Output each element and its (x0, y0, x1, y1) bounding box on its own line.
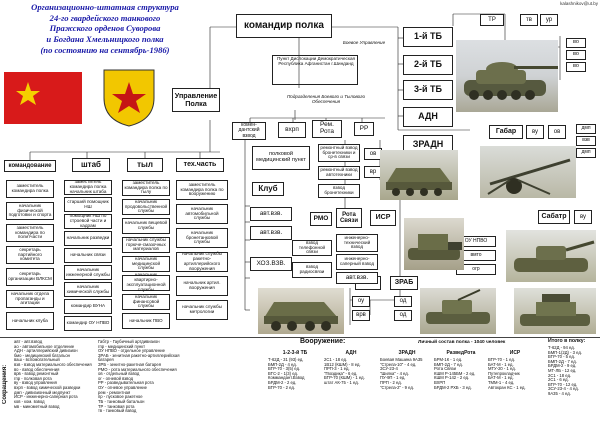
remvzv-box-3: взвод бронетехники (318, 184, 360, 198)
vo-box-3: во (566, 62, 586, 72)
armament-entry: Автокран КС - 1 ед. (488, 384, 526, 390)
armament-entry: Рота Связи (434, 366, 456, 372)
rem-rota-box: Рем. Рота (312, 120, 342, 138)
legend-entry: гпр - полковая рота (14, 375, 52, 381)
armament-entry: Боевая Машина 9А35 (380, 357, 423, 362)
legend-entry: ов - отдельный взвод (98, 371, 140, 377)
dmp-box-2: дмп (576, 148, 596, 158)
hoz-vzv-box: ХОЗ.ВЗВ. (250, 257, 292, 271)
legend-entry: РР - разведывательная рота (98, 380, 154, 386)
watermark: kalashnikov@ut.by (560, 1, 598, 6)
sam-vehicle-photo (514, 288, 596, 334)
od-box-1: од (394, 296, 412, 307)
ing-tech-box: инженерно-технический взвод (336, 234, 378, 252)
armament-entry: КШМ Р-145БМ - 2 ед. (434, 370, 476, 376)
zradn-box: ЗРАДН (403, 135, 453, 155)
col-tech-item: начальник бронетанковой службы (176, 228, 228, 248)
armament-entry: ПУ-9П - 1 ед. (380, 375, 406, 381)
armament-entry: ЗСУ-23-4 (380, 366, 398, 372)
remvzv-box-2: ремонтный взвод автотехники (318, 166, 360, 180)
avt-vzv-box-2: авт.взв. (250, 226, 292, 240)
legend-entry: пр - пусковое ракетное (98, 394, 143, 400)
shtab-header: штаб (72, 158, 110, 172)
col-command-item: начальник клуба (6, 312, 54, 330)
col-command-item: секретарь организации ВЛКСМ (6, 268, 54, 286)
vo-box-1: во (566, 38, 586, 48)
legend-entry: БТР-70 - 12 ед. (548, 381, 578, 387)
col-rear-item: начальник финансовой службы (122, 294, 170, 310)
sabtr-vu-box: ву (574, 210, 592, 224)
vzv-box-dmp: взв (576, 136, 596, 146)
aa-vehicle-photo (420, 288, 496, 334)
armament-entry: "Стрела-10" - 4 ед. (380, 361, 417, 367)
komandovanie-header: командование (4, 160, 56, 172)
ou-hpvo-box: ОУ НПВО (456, 236, 496, 247)
armament-entry: БРДМ-2 РХБ - 3 ед. (434, 384, 472, 390)
armament-entry: "Стрела-2" - 9 ед. (380, 384, 414, 390)
col-staff-item: заместитель командира полка начальник штаба (64, 180, 112, 195)
title-line-4: и Богдана Хмельницкого полка (46, 34, 164, 45)
combat-support-label: Боевое Управление (342, 40, 386, 45)
vrv-box-1: врв (352, 310, 370, 321)
col-command-item: начальник физической подготовки и спорта (6, 202, 54, 220)
legend-entry: МТ-ЛБ - 12 ед. (548, 368, 577, 374)
col-staff-item: начальник разведки (64, 231, 112, 246)
col-rear-item: начальник вещевой службы (122, 218, 170, 234)
legend-entry: 2С1 - 6 ед. (548, 377, 569, 383)
legend-entry: ЗРАБ - зенитная ракетно-артиллерийская батарея (98, 352, 180, 363)
ov-box-mid: ов (364, 148, 382, 160)
location-box (272, 55, 358, 85)
armament-entry: БТР-70 (КШМ) - 1 ед. (324, 375, 365, 381)
tv-box: тв (520, 14, 538, 26)
vmto-box: вмто (456, 250, 496, 261)
totals-title: Итого в полку: (548, 338, 586, 344)
legend-entry: 9А35 - 4 ед. (548, 391, 571, 397)
col-staff-item: командир ВУНА (64, 299, 112, 314)
legend-entry: тв - танковый взвод (98, 408, 137, 414)
armament-header: ИСР (509, 350, 521, 356)
engineer-vehicle-photo (404, 218, 464, 270)
page-title (10, 2, 200, 56)
armament-entry: БТР-70 - 1 ед. (488, 357, 516, 362)
tech-header: тех.часть (176, 158, 224, 172)
tb2-box: 2-й ТБ (403, 55, 453, 75)
management-box: Управление Полка (172, 88, 220, 112)
col-rear-item: начальник продовольственной службы (122, 199, 170, 215)
isr-box: ИСР (370, 210, 396, 226)
rota-svyazi-box: Рота Связи (336, 208, 362, 228)
armament-column (488, 358, 542, 422)
title-line-1: Организационно-штатная структура (31, 2, 179, 12)
tank-photo (456, 40, 558, 112)
location-label: Пункт Дислокации Демократическая Республика Афганистан г.Шинданд (276, 56, 355, 67)
title-line-3: Пражского орденов Суворова (49, 23, 161, 34)
avt-vzv-box-1: авт.взв. (250, 207, 292, 221)
legend-entry: мв - минометный взвод (14, 403, 60, 409)
legend-entry: Т-62Д - 94 ед. (548, 345, 575, 350)
legend-entry: во - взвод обеспечения (14, 366, 60, 372)
armament-entry: 1В12 (КШМ) - 8 ед. (324, 361, 361, 367)
sp-gun-photo (506, 230, 596, 282)
dmp-box: дмп (576, 124, 596, 134)
armament-entry: Т-62Д - 31 (93) ед. (268, 357, 304, 362)
legend-entry: БРДМ-2 - 9 ед. (548, 363, 577, 369)
star-icon (4, 72, 82, 124)
armament-column (380, 358, 434, 422)
legend-entry: БМП-2Д - 7 ед. (548, 358, 577, 364)
col-tech-item: начальник службы метрологии (176, 300, 228, 320)
legend-entry: БМП-1(2Д) - 3 ед. (548, 349, 582, 355)
armament-header: 1-2-3-й ТБ (282, 350, 308, 356)
legend-entry: вхрп - взвод химической разведки (14, 385, 81, 391)
armored-car-photo (258, 288, 344, 334)
col-command-item: секретарь партийного комитета (6, 246, 54, 264)
vr-box-mid: вр (364, 166, 382, 178)
col-command-item: заместитель командира полка (6, 180, 54, 198)
armament-entry: 2С1 - 18 ед. (324, 357, 348, 362)
ing-sap-box: инженерно-саперный взвод (336, 254, 378, 270)
armament-entry: КШМ Р-142 - 2 ед. (434, 375, 470, 381)
commander-box: командир полка (236, 14, 332, 38)
avt-vzv-box-3: авт.взв. (336, 272, 378, 284)
armament-column (434, 358, 488, 422)
armament-entry: Путепрокладчик (488, 370, 520, 376)
col-staff-item: начальник связи (64, 248, 112, 263)
legend-entry: ТБ - танковый батальон (98, 398, 145, 404)
armament-entry: БАТ-М - 1 ед. (488, 375, 514, 381)
pmp-box: полковой медицинский пункт (252, 146, 310, 170)
soviet-flag-image (4, 72, 82, 124)
col-tech-item: начальник артил. вооружения (176, 276, 228, 296)
legend-entry: ОУ НПВО - отдельное управление (98, 348, 165, 354)
col-tech-item: начальник автомобильной службы (176, 204, 228, 224)
tb1-box: 1-й ТБ (403, 27, 453, 47)
armament-entry: БТР-70 - 3(5) ед. (268, 366, 301, 372)
armament-header: РазведРота (446, 350, 476, 356)
zrab-box: ЗРАБ (390, 276, 418, 290)
legend-entry: ву - взвод управления (14, 380, 57, 386)
vzvod-tel-box: взвод телефонной связи (292, 240, 332, 256)
legend-entry: ваш - вспомогательный (14, 357, 60, 363)
col-staff-item: командир ОУ НПВО (64, 316, 112, 331)
gabar-box: Габар (489, 125, 523, 139)
armament-column (268, 358, 322, 422)
armament-entry: БРДМ-2 - 2 ед. (268, 380, 297, 386)
armament-header: АДН (345, 350, 357, 356)
tyl-header: тыл (127, 158, 163, 172)
staff-note: Личный состав полка - 1040 человек (418, 340, 506, 345)
armament-entry: БАТ-М - 1 ед. (488, 361, 514, 367)
legend-entry: гпр - медицинский пункт (98, 343, 146, 349)
legend-entry: РМО - рота материального обеспечения (98, 366, 177, 372)
sabtr-box: Сабатр (538, 210, 570, 224)
armament-entry: "Шилка" - 4 ед. (380, 370, 409, 376)
vo-box-2: во (566, 50, 586, 60)
col-rear-item: начальник квартирно-эксплуатационной службы (122, 275, 170, 291)
legend-entry: дмп - дивизионный медпункт (14, 389, 71, 395)
guards-emblem-image (96, 68, 162, 128)
legend-entry: ков - ком. взвод (14, 398, 45, 404)
remvzv-box-1: ремонтный взвод бронетехники и ср-в связи (318, 144, 360, 162)
armament-entry: БТР-70 - 2 ед. (268, 384, 296, 390)
col-tech-item: начальник службы ракетно-артиллерийского вооружения (176, 252, 228, 272)
legend-entry: взв - взвод материального обеспечения (14, 362, 92, 368)
legend-entry: Габтр - Гаубичный артдивизион (98, 339, 160, 344)
title-line-5: (по состоянию на сентябрь-1986) (40, 44, 170, 55)
ou-box-1: оу (352, 296, 370, 307)
armament-entry: ПРП - 2 ед. (380, 380, 402, 386)
armament-entry: БТС-2 - 1(3) ед. (268, 370, 299, 376)
col-command-item: начальник отдела пропаганды и агитации (6, 290, 54, 308)
armament-header: ЗРАДН (398, 350, 416, 356)
legend-entry: ИСР - инженерно-саперная рота (14, 394, 78, 400)
adn-box: АДН (403, 107, 453, 127)
ur-box: ур (540, 14, 558, 26)
rmo-box: РМО (310, 212, 332, 226)
vzvod-rad-box: взвод радиосвязи (292, 262, 332, 278)
vhrp-box: вхрп (278, 122, 306, 138)
col-staff-item: старший помощник НШ (64, 197, 112, 212)
armament-entry: БРМ-1К - 1 ед. (434, 357, 463, 362)
subordinate-label: Подразделения Боевого и Тылового Обеспечения (286, 94, 366, 105)
armament-entry: БМП-2Д - 7 ед. (434, 361, 463, 367)
legend-entry: ТР - танковая рота (98, 403, 135, 409)
col-rear-item: начальник медицинской службы (122, 256, 170, 272)
armament-entry: ВХРП (434, 380, 446, 386)
col-staff-item: начальник химической службы (64, 282, 112, 297)
legend-column-1 (14, 340, 98, 422)
col-staff-item: начальник инженерной службы (64, 265, 112, 280)
ogr-box: огр (456, 264, 496, 275)
legend-column-2 (98, 340, 194, 422)
armament-title: Вооружение: (300, 338, 346, 345)
legend-entry: ог - огневой взвод (98, 375, 134, 381)
tb3-box: 3-й ТБ (403, 80, 453, 100)
armament-entry: МТУ-20 - 1 ед. (488, 366, 516, 372)
col-command-item: заместитель командира по политчасти (6, 224, 54, 242)
armament-entry: ТММ-1 - 4 ед. (488, 380, 515, 386)
armament-entry: Коммандант.Взвод (268, 375, 305, 381)
legend-entry: авт - авт.взвод (14, 339, 43, 344)
klub-box: Клуб (252, 182, 284, 196)
armament-entry: ПРП-3 - 1 ед. (324, 366, 350, 372)
legend-entry: рем - ремонтная (98, 389, 131, 395)
gabar-vu-box: ву (526, 125, 544, 139)
legend-entry: ОУ - огневое управление (98, 385, 147, 391)
od-box-2: од (394, 310, 412, 321)
col-tech-item: заместитель командира полка по вооружению (176, 180, 228, 200)
armament-entry: БМП-2Д - 4 ед. (268, 361, 297, 367)
gabar-ov-box: ов (548, 125, 566, 139)
apc-photo (380, 150, 458, 200)
armament-column (324, 358, 378, 422)
col-staff-item: помощник НШ по строевой части и кадрам (64, 214, 112, 229)
howitzer-photo (480, 146, 576, 198)
col-rear-item: начальник службы горюче-смазочных материалов (122, 237, 170, 253)
legend-entry: ао - автомобильное отделение (14, 343, 75, 349)
legend-entry: БТР-70 - 5 ед. (548, 354, 576, 360)
totals-list (548, 346, 600, 424)
col-rear-item: заместитель командира полка по тылу (122, 180, 170, 196)
rr-box: РР (354, 122, 374, 136)
title-line-2: 24-го гвардейского танкового (49, 12, 161, 23)
tr-box: ТР (480, 14, 504, 26)
armament-entry: штат АК-75 - 1 ед. (324, 380, 359, 386)
komendant-vzvod-box: комен-дантский взвод (232, 122, 266, 140)
legend-title: Сокращения: (2, 364, 8, 404)
armament-entry: "Гвоздика" - 6 ед. (324, 370, 358, 376)
col-rear-item: начальник ПВО (122, 313, 170, 329)
legend-entry: ЗСУ-23-4 - 4 ед. (548, 386, 579, 392)
legend-entry: врв - взвод ремонтный (14, 371, 59, 377)
legend-entry: ЗРБ - зенитно-ракетная батарея (98, 362, 161, 368)
legend-entry: бмо - медицинский батальон (14, 352, 70, 358)
legend-entry: АДН - артиллерийский дивизион (14, 348, 78, 354)
legend-entry: 2С1 - 18 ед. (548, 372, 572, 378)
